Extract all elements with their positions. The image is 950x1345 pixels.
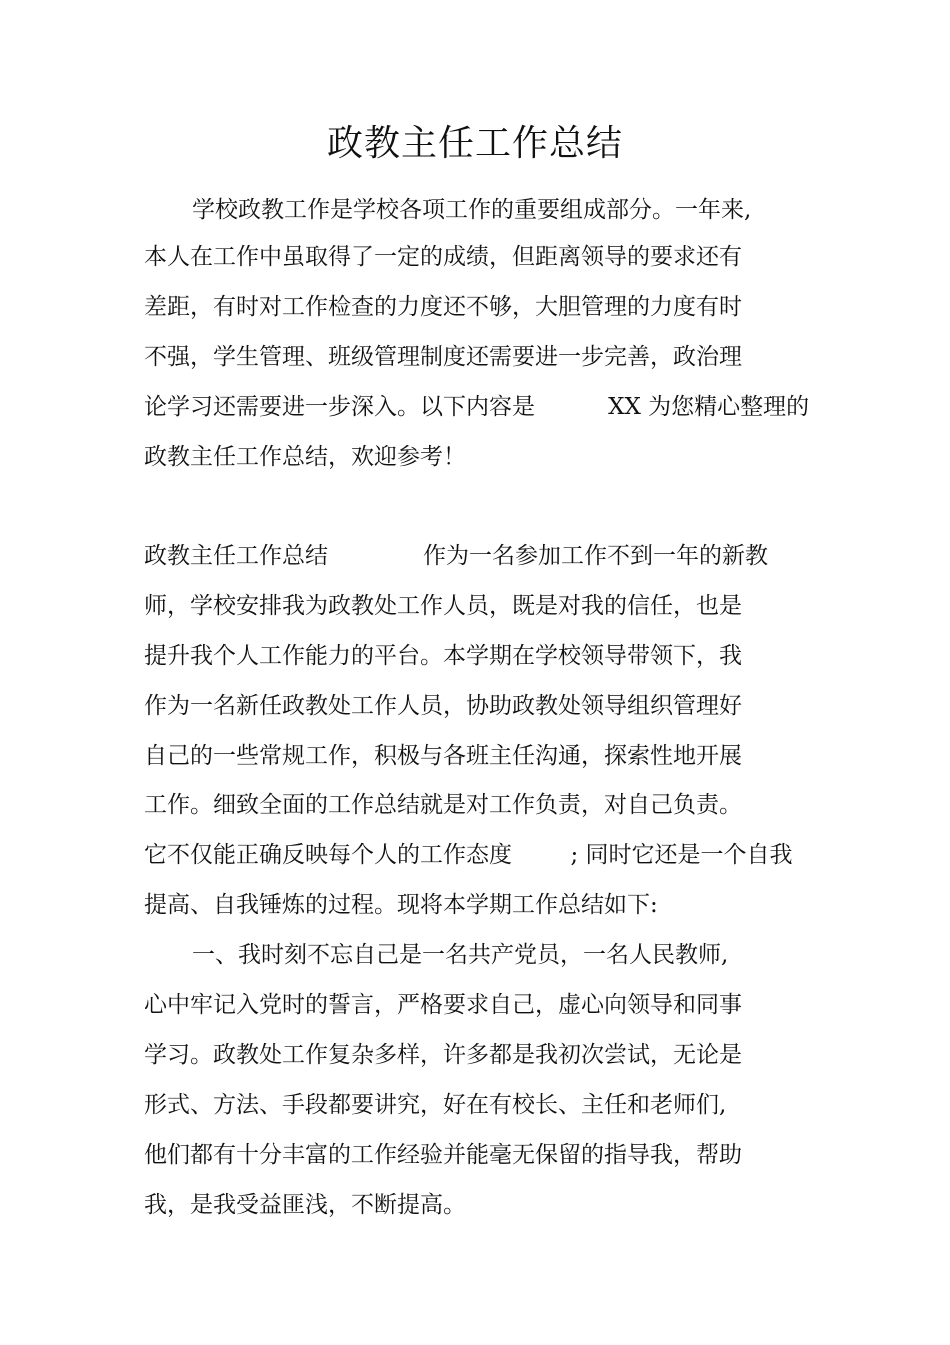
body-line-3: 提升我个人工作能力的平台。本学期在学校领导带领下，我 — [144, 643, 742, 669]
intro-line-5: 论学习还需要进一步深入。以下内容是 XX 为您精心整理的 — [144, 394, 810, 420]
body-line-5: 自己的一些常规工作，积极与各班主任沟通，探索性地开展 — [144, 743, 742, 769]
section1-line-3: 学习。政教处工作复杂多样，许多都是我初次尝试，无论是 — [144, 1042, 742, 1068]
body-line-8: 提高、自我锤炼的过程。现将本学期工作总结如下: — [144, 892, 658, 918]
section1-line-1: 一、我时刻不忘自己是一名共产党员，一名人民教师, — [192, 942, 729, 968]
intro-line-4: 不强，学生管理、班级管理制度还需要进一步完善，政治理 — [144, 344, 742, 370]
intro-line-1: 学校政教工作是学校各项工作的重要组成部分。一年来, — [192, 197, 752, 223]
body-line-6: 工作。细致全面的工作总结就是对工作负责，对自己负责。 — [144, 792, 742, 818]
body-line-7: 它不仅能正确反映每个人的工作态度 ; 同时它还是一个自我 — [144, 842, 793, 868]
intro-line-3: 差距，有时对工作检查的力度还不够，大胆管理的力度有时 — [144, 294, 742, 320]
section1-line-6: 我，是我受益匪浅，不断提高。 — [144, 1192, 466, 1218]
intro-line-6: 政教主任工作总结，欢迎参考！ — [144, 444, 466, 470]
body-line-1: 政教主任工作总结 作为一名参加工作不到一年的新教 — [144, 543, 769, 569]
section1-line-5: 他们都有十分丰富的工作经验并能毫无保留的指导我，帮助 — [144, 1142, 742, 1168]
section1-line-2: 心中牢记入党时的誓言，严格要求自己，虚心向领导和同事 — [144, 992, 742, 1018]
body-line-4: 作为一名新任政教处工作人员，协助政教处领导组织管理好 — [144, 693, 742, 719]
section1-line-4: 形式、方法、手段都要讲究，好在有校长、主任和老师们, — [144, 1092, 727, 1118]
intro-line-2: 本人在工作中虽取得了一定的成绩，但距离领导的要求还有 — [144, 244, 742, 270]
body-line-2: 师，学校安排我为政教处工作人员，既是对我的信任，也是 — [144, 593, 742, 619]
document-title: 政教主任工作总结 — [326, 123, 623, 164]
